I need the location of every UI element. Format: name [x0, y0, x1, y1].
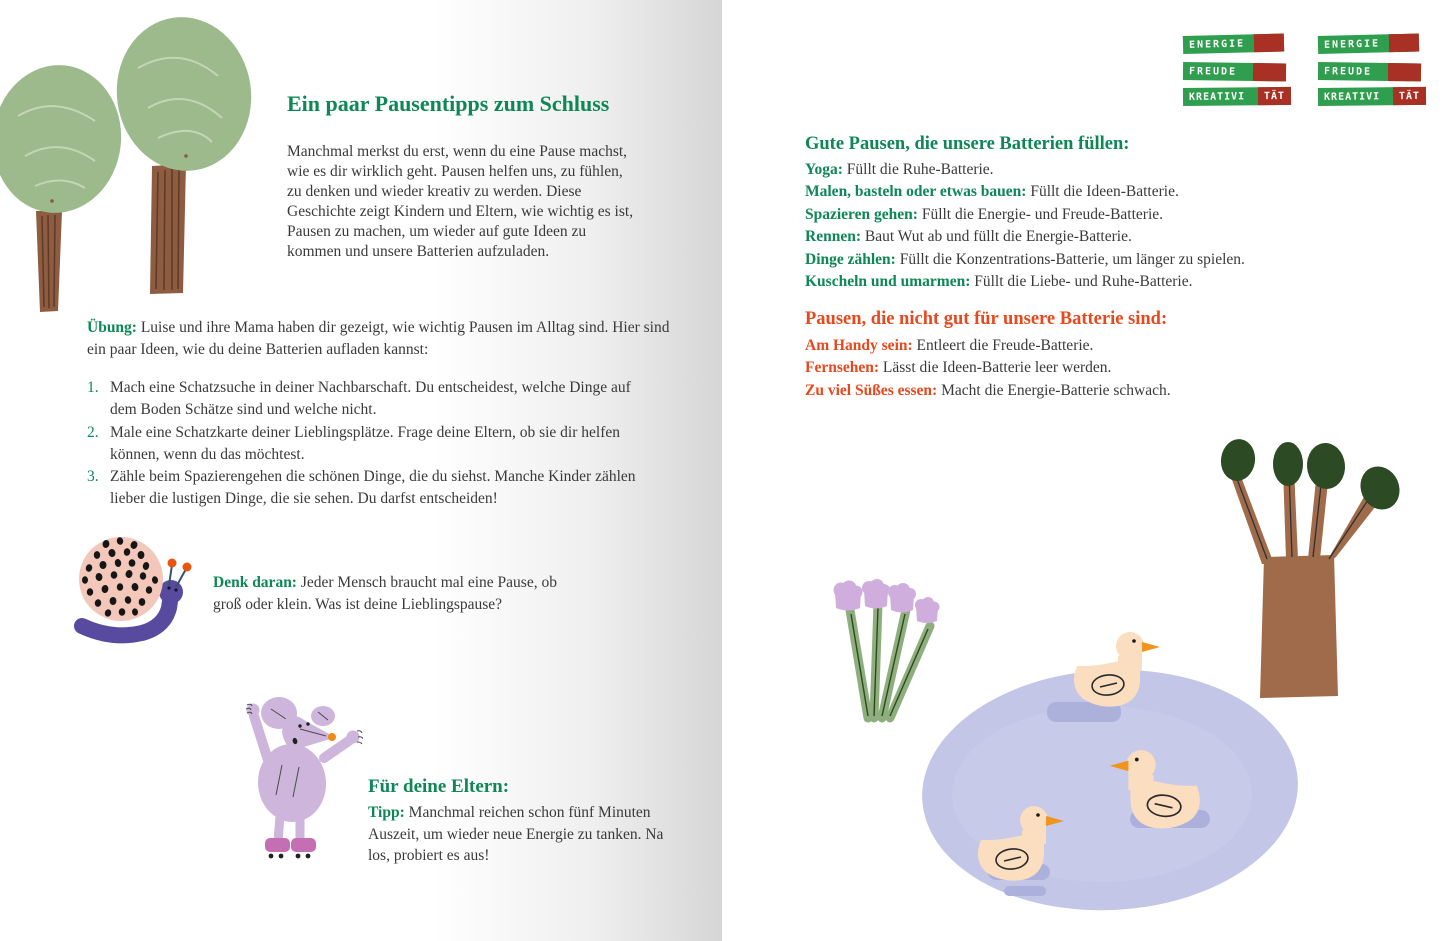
good-item [805, 204, 1325, 226]
battery-label-kreativitaet [1318, 87, 1426, 106]
good-item-text: Füllt die Konzentrations-Batterie, um länger zu spielen. [895, 250, 1245, 268]
good-item-label: Spazieren gehen: [805, 205, 918, 223]
good-item [805, 271, 1325, 293]
good-item-text: Füllt die Ideen-Batterie. [1026, 183, 1179, 201]
battery-text: KREATIVI [1323, 90, 1381, 103]
good-item-label: Rennen: [805, 228, 861, 246]
trees-illustration [0, 6, 268, 316]
list-text: Mach eine Schatzsuche in deiner Nachbarschaft. Du entscheidest, welche Dinge auf dem Boden Schätze sind und welche nicht. [110, 379, 631, 419]
denk-text: Jeder Mensch braucht mal eine Pause, ob groß oder klein. Was ist deine Lieblingspause? [213, 574, 557, 613]
good-item [805, 181, 1325, 203]
uebung-text: Luise und ihre Mama haben dir gezeigt, wie wichtig Pausen im Alltag sind. Hier sind ein paar Ideen, wie du deine Batterien aufladen kannst: [87, 319, 670, 358]
battery-text: FREUDE [1323, 65, 1373, 78]
good-item-text: Baut Wut ab und füllt die Energie-Batterie. [860, 228, 1132, 246]
eltern-heading: Für deine Eltern: [368, 776, 510, 797]
battery-label-freude [1318, 62, 1421, 81]
battery-text: ENERGIE [1323, 37, 1381, 51]
list-number: 2. [87, 423, 99, 441]
list-item [87, 422, 647, 467]
roller-skates [265, 838, 316, 858]
bad-item [805, 380, 1325, 402]
battery-text: ENERGIE [1188, 37, 1246, 51]
tipp-paragraph [368, 802, 670, 867]
bad-item [805, 357, 1325, 379]
hand-tree-illustration [1212, 424, 1412, 716]
page-right [722, 0, 1445, 941]
bad-item-text: Macht die Energie-Batterie schwach. [937, 381, 1171, 399]
page-title: Ein paar Pausentipps zum Schluss [287, 91, 610, 116]
battery-label-energie [1183, 34, 1284, 54]
list-item [87, 466, 647, 511]
battery-red-segment: TÄT [1393, 87, 1426, 105]
good-item-label: Kuscheln und umarmen: [805, 273, 971, 291]
bad-item-text: Entleert die Freude-Batterie. [912, 337, 1094, 354]
bad-item-label: Zu viel Süßes essen: [805, 381, 938, 399]
good-item-text: Füllt die Ruhe-Batterie. [842, 161, 994, 178]
bad-item-text: Lässt die Ideen-Batterie leer werden. [879, 359, 1112, 377]
denk-paragraph [213, 572, 573, 616]
tree-right [107, 8, 261, 294]
battery-red-segment: TÄT [1258, 87, 1291, 105]
battery-labels-group-2 [1318, 36, 1428, 114]
good-item-label: Malen, basteln oder etwas bauen: [805, 183, 1027, 201]
uebung-label: Übung: [87, 319, 137, 336]
bad-item-label: Am Handy sein: [805, 337, 913, 354]
good-pauses-list [805, 159, 1325, 293]
good-item [805, 159, 1325, 181]
good-pauses-heading: Gute Pausen, die unsere Batterien füllen: [805, 134, 1130, 154]
battery-red-segment [1388, 63, 1421, 81]
bad-pauses-heading: Pausen, die nicht gut für unsere Batterie sind: [805, 309, 1168, 329]
mouse-nose [328, 733, 336, 741]
tipp-label: Tipp: [368, 804, 405, 821]
battery-red-segment [1253, 63, 1286, 81]
list-text: Zähle beim Spazierengehen die schönen Dinge, die du siehst. Manche Kinder zählen lieber die lustigen Dinge, die sie sehen. Du darfst entscheiden! [110, 468, 636, 508]
list-number: 1. [87, 379, 99, 396]
bad-pauses-list [805, 335, 1325, 402]
list-number: 3. [87, 468, 99, 486]
intro-paragraph: Manchmal merkst du erst, wenn du eine Pause machst, wie es dir wirklich geht. Pausen helfen uns, zu fühlen, zu denken und wieder kreativ zu werden. Diese Geschichte zeigt Kindern und Eltern, wie wichtig es ist, Pausen zu machen, um wieder auf gute Ideen zu kommen und unsere Batterien aufzuladen. [287, 143, 634, 260]
battery-text: FREUDE [1188, 65, 1238, 78]
battery-red-segment [1254, 34, 1284, 53]
battery-red-segment [1389, 34, 1419, 53]
page-left [0, 0, 722, 941]
battery-label-freude [1183, 62, 1286, 81]
tree-left [0, 59, 128, 312]
list-text: Male eine Schatzkarte deiner Lieblingsplätze. Frage deine Eltern, ob sie dir helfen können, wenn du das möchtest. [110, 423, 621, 463]
good-item [805, 226, 1325, 248]
tips-list [87, 377, 647, 511]
denk-label: Denk daran: [213, 574, 297, 591]
bad-item-label: Fernsehen: [805, 359, 880, 377]
bad-item [805, 335, 1325, 357]
good-item-label: Yoga: [805, 161, 843, 178]
good-item-text: Füllt die Energie- und Freude-Batterie. [917, 205, 1164, 223]
good-item-label: Dinge zählen: [805, 250, 896, 268]
battery-labels-group-1 [1183, 36, 1293, 114]
good-item [805, 249, 1325, 271]
tipp-text: Manchmal reichen schon fünf Minuten Auszeit, um wieder neue Energie zu tanken. Na los, probiert es aus! [368, 804, 664, 864]
battery-text: KREATIVI [1188, 90, 1246, 103]
battery-label-energie [1318, 34, 1419, 54]
battery-label-kreativitaet [1183, 87, 1291, 106]
good-item-text: Füllt die Liebe- und Ruhe-Batterie. [970, 273, 1193, 291]
list-item [87, 377, 647, 422]
uebung-paragraph [87, 317, 679, 361]
snail-illustration [72, 528, 212, 654]
mouse-illustration [238, 680, 363, 872]
